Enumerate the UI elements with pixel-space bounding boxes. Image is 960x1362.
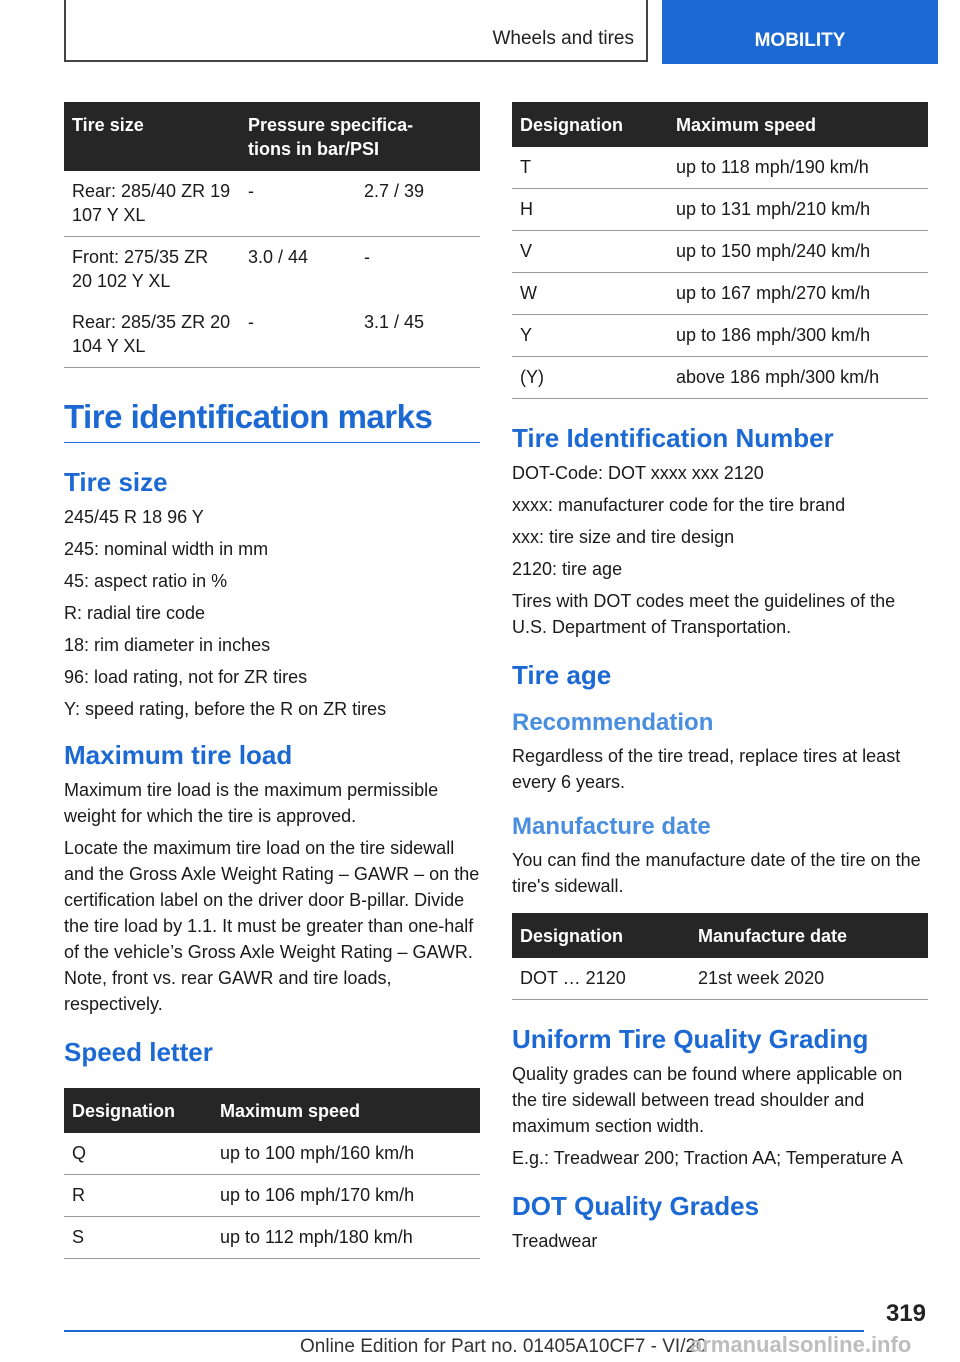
subsection-heading: Maximum tire load xyxy=(64,740,293,770)
table-header: Maximum speed xyxy=(668,102,928,147)
text-line: Tires with DOT codes meet the guidelines of the U.S. Department of Transportation. xyxy=(512,591,896,637)
paragraph: Locate the maximum tire load on the tire sidewall and the Gross Axle Weight Rating – GAWR – on the certification label on the driver door B-pillar. Divide the tire load by 1.1. It must be greater than one-half of the vehicle’s Gross Axle Weight Rating – GAWR. Note, front vs. rear GAWR and tire loads, respectively. xyxy=(64,838,480,1014)
table-cell: - xyxy=(240,302,356,368)
table-cell: DOT … 2120 xyxy=(512,958,690,1000)
table-cell: T xyxy=(512,147,668,189)
table-cell: - xyxy=(240,171,356,237)
table-row xyxy=(512,147,928,189)
text-line: 245: nominal width in mm xyxy=(64,539,269,559)
table-cell: Q xyxy=(64,1133,212,1175)
table-row xyxy=(64,1133,480,1175)
table-row xyxy=(512,273,928,315)
minor-heading: Recommendation xyxy=(512,709,714,736)
table-cell: up to 131 mph/210 km/h xyxy=(668,189,928,231)
table-cell: R xyxy=(64,1175,212,1217)
speed-letter-table xyxy=(64,1088,480,1259)
chapter-tab: MOBILITY xyxy=(662,0,938,64)
paragraph: Treadwear xyxy=(512,1231,598,1251)
section-heading: Tire identification marks xyxy=(64,398,480,443)
left-column xyxy=(64,102,480,1259)
table-row xyxy=(512,958,928,1000)
table-cell: up to 106 mph/170 km/h xyxy=(212,1175,480,1217)
table-cell: up to 150 mph/240 km/h xyxy=(668,231,928,273)
table-cell: up to 112 mph/180 km/h xyxy=(212,1217,480,1259)
table-row xyxy=(512,315,928,357)
table-row xyxy=(64,302,480,368)
paragraph: Quality grades can be found where applicable on the tire sidewall between tread shoulder and maximum section width. xyxy=(512,1064,903,1136)
table-header: Pressure specifica- tions in bar/PSI xyxy=(240,102,480,171)
table-row xyxy=(64,171,480,237)
table-row xyxy=(512,231,928,273)
paragraph: Regardless of the tire tread, replace tires at least every 6 years. xyxy=(512,746,901,792)
text-line: xxx: tire size and tire design xyxy=(512,527,735,547)
subsection-heading: Tire age xyxy=(512,660,612,690)
minor-heading: Manufacture date xyxy=(512,813,711,840)
table-cell: up to 100 mph/160 km/h xyxy=(212,1133,480,1175)
subsection-heading: Uniform Tire Quality Grading xyxy=(512,1024,869,1054)
page-number: 319 xyxy=(885,1300,926,1327)
table-cell: Rear: 285/40 ZR 19 107 Y XL xyxy=(64,171,240,237)
table-row xyxy=(64,1175,480,1217)
text-line: 45: aspect ratio in % xyxy=(64,571,228,591)
table-row xyxy=(64,237,480,303)
table-cell: S xyxy=(64,1217,212,1259)
subsection-heading: Tire Identification Number xyxy=(512,423,834,453)
table-header: Maximum speed xyxy=(212,1088,480,1133)
subsection-heading: Tire size xyxy=(64,467,168,497)
table-header: Designation xyxy=(64,1088,212,1133)
table-header: Designation xyxy=(512,102,668,147)
table-row xyxy=(512,357,928,399)
table-cell: W xyxy=(512,273,668,315)
text-line: 245/45 R 18 96 Y xyxy=(64,507,204,527)
tire-size-lines xyxy=(64,504,480,722)
text-line: R: radial tire code xyxy=(64,603,206,623)
text-line: xxxx: manufacturer code for the tire brand xyxy=(512,495,846,515)
table-cell: above 186 mph/300 km/h xyxy=(668,357,928,399)
table-cell: (Y) xyxy=(512,357,668,399)
text-line: 96: load rating, not for ZR tires xyxy=(64,667,308,687)
table-row xyxy=(64,1217,480,1259)
table-row xyxy=(512,189,928,231)
right-column xyxy=(512,102,928,1260)
paragraph: Maximum tire load is the maximum permissible weight for which the tire is approved. xyxy=(64,780,439,826)
subsection-heading: DOT Quality Grades xyxy=(512,1191,760,1221)
speed-letter-table-continued xyxy=(512,102,928,399)
table-header: Designation xyxy=(512,913,690,958)
manufacture-date-table xyxy=(512,913,928,1000)
table-cell: 3.1 / 45 xyxy=(356,302,480,368)
paragraph: E.g.: Treadwear 200; Traction AA; Temperature A xyxy=(512,1148,903,1168)
table-cell: 21st week 2020 xyxy=(690,958,928,1000)
text-line: 18: rim diameter in inches xyxy=(64,635,271,655)
table-cell: Front: 275/35 ZR 20 102 Y XL xyxy=(72,247,209,291)
header-bar xyxy=(64,0,648,62)
subsection-heading: Speed letter xyxy=(64,1037,213,1067)
table-header: Manufacture date xyxy=(690,913,928,958)
table-cell: up to 167 mph/270 km/h xyxy=(668,273,928,315)
table-cell: - xyxy=(364,247,370,267)
table-cell: up to 186 mph/300 km/h xyxy=(668,315,928,357)
edition-text: Online Edition for Part no. 01405A10CF7 - VI/20 xyxy=(300,1336,707,1357)
tin-lines xyxy=(512,460,928,640)
table-cell: Rear: 285/35 ZR 20 104 Y XL xyxy=(64,302,240,368)
table-cell: 2.7 / 39 xyxy=(356,171,480,237)
section-title: Wheels and tires xyxy=(492,28,634,49)
pressure-table xyxy=(64,102,480,368)
table-cell: H xyxy=(512,189,668,231)
text-line: DOT-Code: DOT xxxx xxx 2120 xyxy=(512,463,764,483)
text-line: 2120: tire age xyxy=(512,559,623,579)
text-line: Y: speed rating, before the R on ZR tires xyxy=(64,699,387,719)
table-cell: up to 118 mph/190 km/h xyxy=(668,147,928,189)
table-cell: Y xyxy=(512,315,668,357)
table-header: Tire size xyxy=(64,102,240,171)
paragraph: You can find the manufacture date of the tire on the tire's sidewall. xyxy=(512,850,921,896)
watermark-text: armanualsonline.info xyxy=(690,1332,912,1357)
table-cell: V xyxy=(512,231,668,273)
table-cell: 3.0 / 44 xyxy=(248,247,309,267)
